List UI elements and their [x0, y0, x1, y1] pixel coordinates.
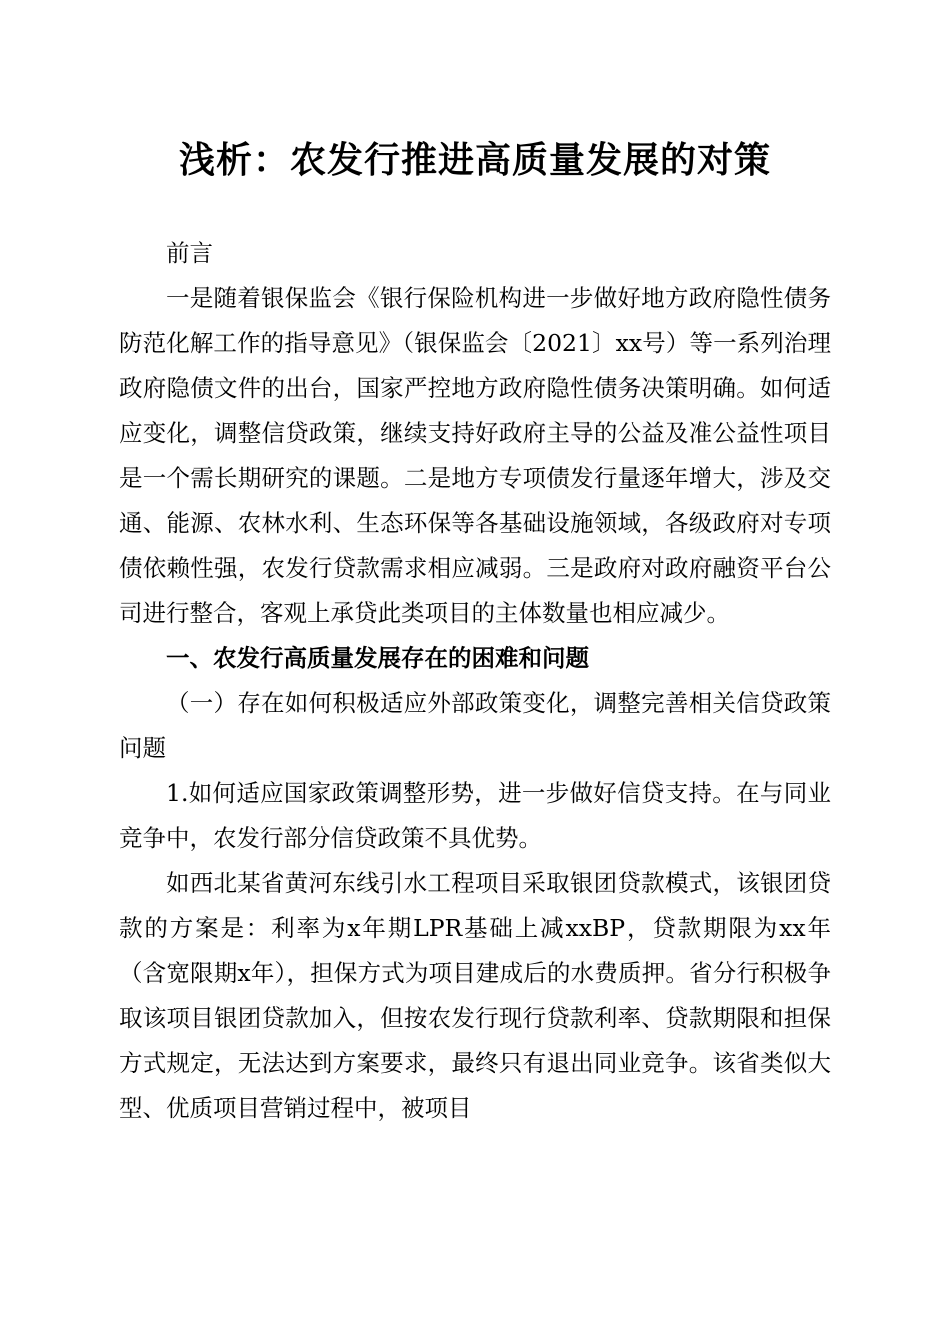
body-paragraph: 如西北某省黄河东线引水工程项目采取银团贷款模式，该银团贷款的方案是：利率为x年期LPR基础上减xxBP，贷款期限为xx年（含宽限期x年），担保方式为项目建成后的水费质押。省分行积极争取该项目银团贷款加入，但按农发行现行贷款利率、贷款期限和担保方式规定，无法达到方案要求，最终只有退出同业竞争。该省类似大型、优质项目营销过程中，被项目 — [119, 869, 831, 1122]
document-body — [119, 231, 831, 1131]
body-paragraph: 1.如何适应国家政策调整形势，进一步做好信贷支持。在与同业竞争中，农发行部分信贷政策不具优势。 — [119, 779, 831, 852]
body-paragraph: 一是随着银保监会《银行保险机构进一步做好地方政府隐性债务防范化解工作的指导意见》（银保监会〔2021〕xx号）等一系列治理政府隐债文件的出台，国家严控地方政府隐性债务决策明确。如何适应变化，调整信贷政策，继续支持好政府主导的公益及准公益性项目是一个需长期研究的课题。二是地方专项债发行量逐年增大，涉及交通、能源、农林水利、生态环保等各基础设施领域，各级政府对专项债依赖性强，农发行贷款需求相应减弱。三是政府对政府融资平台公司进行整合，客观上承贷此类项目的主体数量也相应减少。 — [119, 284, 831, 627]
section-heading: 一、农发行高质量发展存在的困难和问题 — [166, 644, 589, 672]
subsection-heading: （一）存在如何积极适应外部政策变化，调整完善相关信贷政策问题 — [119, 689, 831, 762]
preface-label: 前言 — [166, 239, 213, 267]
document-title: 浅析：农发行推进高质量发展的对策 — [178, 139, 771, 181]
